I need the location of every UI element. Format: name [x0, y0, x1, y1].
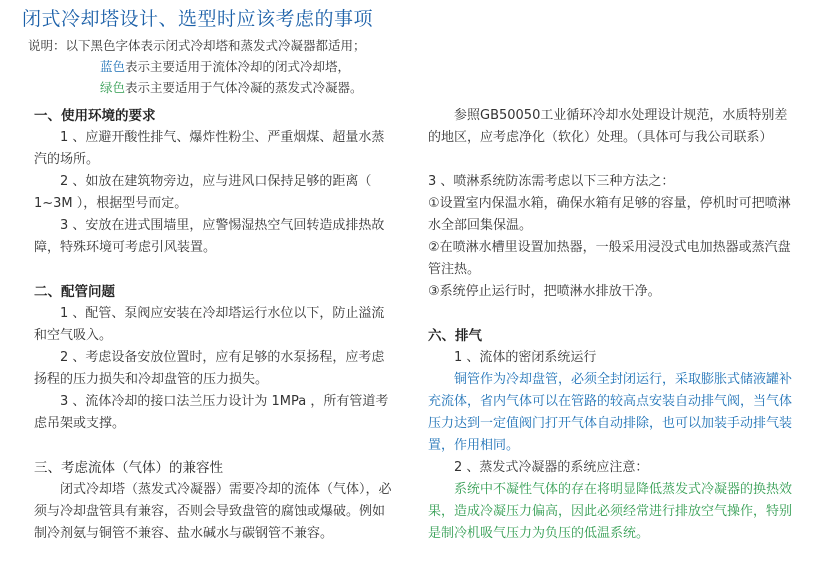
- section-3-text: 闭式冷却塔（蒸发式冷凝器）需要冷却的流体（气体），必须与冷却盘管具有兼容，否则会导致盘管的腐蚀或爆破。例如制冷剂氨与铜管不兼容、盐水碱水与碳钢管不兼容。: [34, 482, 392, 541]
- section-6-item-1-text: 铜管作为冷却盘管，必须全封闭运行，采取膨胀式储液罐补充流体，省内气体可以在管路的较高点安装自动排气阀，当气体压力达到一定值阀门打开气体自动排除，也可以加装手动排气装置，作用相同。: [428, 372, 793, 453]
- right-column: [428, 105, 798, 545]
- section-6-item-1: 1 、流体的密闭系统运行: [454, 350, 597, 365]
- section-2-item-1: 1 、配管、泵阀应安装在冷却塔运行水位以下，防止溢流和空气吸入。: [34, 306, 385, 343]
- legend-note: 说明：以下黑色字体表示闭式冷却塔和蒸发式冷凝器都适用；: [28, 38, 366, 53]
- antifreeze-option-1: ①设置室内保温水箱，确保水箱有足够的容量，停机时可把喷淋水全部回集保温。: [428, 196, 791, 233]
- legend-green-word: 绿色: [100, 80, 126, 95]
- section-1-item-2: 2 、如放在建筑物旁边，应与进风口保持足够的距离（ 1~3M ），根据型号而定。: [34, 174, 372, 211]
- section-2-heading: 二、配管问题: [34, 284, 115, 300]
- legend-green-text: 表示主要适用于气体冷凝的蒸发式冷凝器。: [125, 80, 363, 95]
- section-2-item-2: 2 、考虑设备安放位置时，应有足够的水泵扬程，应考虑扬程的压力损失和冷却盘管的压力损失。: [34, 350, 385, 387]
- section-3-heading: 三、考虑流体（气体）的兼容性: [34, 460, 223, 476]
- antifreeze-heading: 3 、喷淋系统防冻需考虑以下三种方法之：: [428, 174, 675, 189]
- antifreeze-option-3: ③系统停止运行时，把喷淋水排放干净。: [428, 284, 661, 299]
- section-6-heading: 六、排气: [428, 328, 482, 344]
- antifreeze-option-2: ②在喷淋水槽里设置加热器，一般采用浸没式电加热器或蒸汽盘管注热。: [428, 240, 791, 277]
- section-2-item-3: 3 、流体冷却的接口法兰压力设计为 1MPa ，所有管道考虑吊架或支撑。: [34, 394, 389, 431]
- water-quality-note: 参照GB50050工业循环冷却水处理设计规范，水质特别差的地区，应考虑净化（软化）处理。（具体可与我公司联系）: [428, 108, 788, 145]
- section-6-item-2: 2 、蒸发式冷凝器的系统应注意：: [454, 460, 649, 475]
- section-1-item-3: 3 、安放在进式围墙里，应警惕湿热空气回转造成排热故障，特殊环境可考虑引风装置。: [34, 218, 385, 255]
- legend-blue-word: 蓝色: [100, 59, 126, 74]
- page-title: 闭式冷却塔设计、选型时应该考虑的事项: [22, 8, 374, 30]
- legend-blue-note: [100, 57, 350, 75]
- legend-blue-text: 表示主要适用于流体冷却的闭式冷却塔，: [125, 59, 351, 74]
- left-column: [34, 105, 396, 545]
- section-1-heading: 一、使用环境的要求: [34, 108, 156, 124]
- legend-green-note: [100, 78, 363, 96]
- section-6-item-2-text: 系统中不凝性气体的存在将明显降低蒸发式冷凝器的换热效果，造成冷凝压力偏高，因此必须经常进行排放空气操作，特别是制冷机吸气压力为负压的低温系统。: [428, 482, 793, 541]
- section-1-item-1: 1 、应避开酸性排气、爆炸性粉尘、严重烟煤、超量水蒸汽的场所。: [34, 130, 385, 167]
